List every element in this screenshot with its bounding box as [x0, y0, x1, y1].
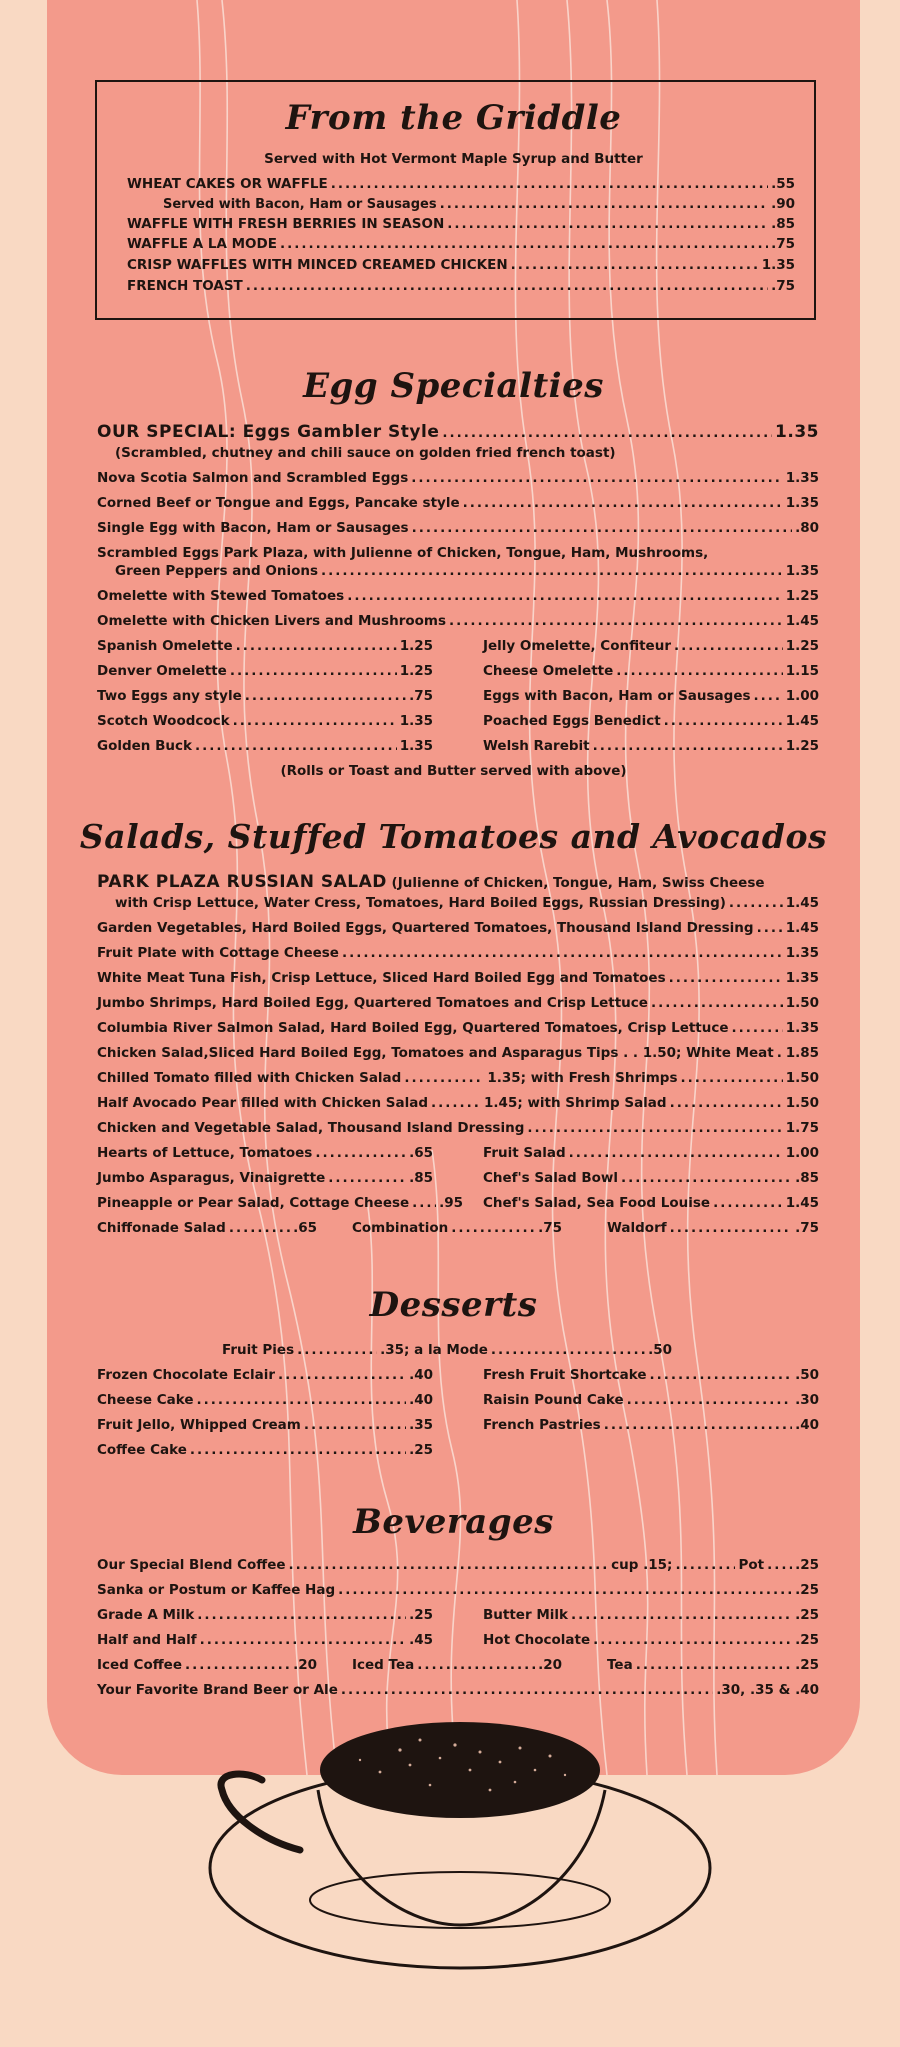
list-item: Our Special Blend Coffee ..... cup .15; ..... Pot ..... .25 — [97, 1557, 819, 1573]
desserts-title: Desserts — [369, 1285, 538, 1325]
list-item: Poached Eggs Benedict ..... 1.45 — [483, 713, 819, 729]
list-item: Fruit Plate with Cottage Cheese ..... 1.35 — [97, 945, 819, 961]
list-item: Butter Milk ..... .25 — [483, 1607, 819, 1623]
list-item: Cheese Omelette ..... 1.15 — [483, 663, 819, 679]
eggs-title: Egg Specialties — [303, 366, 604, 406]
eggs-footer-note: (Rolls or Toast and Butter served with above) — [280, 763, 627, 779]
list-item: Eggs with Bacon, Ham or Sausages ..... 1.00 — [483, 688, 819, 704]
list-item: Pineapple or Pear Salad, Cottage Cheese ..... .95 — [97, 1195, 463, 1211]
list-item: WHEAT CAKES OR WAFFLE ..... .55 — [127, 176, 795, 192]
russian-salad-line1: PARK PLAZA RUSSIAN SALAD (Julienne of Chicken, Tongue, Ham, Swiss Cheese — [97, 872, 765, 892]
list-item: Omelette with Stewed Tomatoes ..... 1.25 — [97, 588, 819, 604]
list-item: Tea ..... .25 — [607, 1657, 819, 1673]
list-item: Fruit Pies ..... .35; a la Mode ..... .50 — [222, 1342, 672, 1358]
special-description: (Scrambled, chutney and chili sauce on golden fried french toast) — [115, 445, 616, 461]
list-item: Green Peppers and Onions ..... 1.35 — [115, 563, 819, 579]
list-item: Fruit Salad ..... 1.00 — [483, 1145, 819, 1161]
list-item: Half and Half ..... .45 — [97, 1632, 433, 1648]
list-item: Sanka or Postum or Kaffee Hag ..... .25 — [97, 1582, 819, 1598]
list-item: Raisin Pound Cake ..... .30 — [483, 1392, 819, 1408]
list-item: Single Egg with Bacon, Ham or Sausages ..... .80 — [97, 520, 819, 536]
list-item: Chef's Salad, Sea Food Louise ..... 1.45 — [483, 1195, 819, 1211]
list-item: Waldorf ..... .75 — [607, 1220, 819, 1236]
list-item: Jumbo Asparagus, Vinaigrette ..... .85 — [97, 1170, 433, 1186]
griddle-title: From the Griddle — [285, 98, 622, 138]
list-item: Frozen Chocolate Eclair ..... .40 — [97, 1367, 433, 1383]
list-item: Omelette with Chicken Livers and Mushrooms ..... 1.45 — [97, 613, 819, 629]
list-item: Nova Scotia Salmon and Scrambled Eggs ..... 1.35 — [97, 470, 819, 486]
list-item: Combination ..... .75 — [352, 1220, 562, 1236]
list-item: Coffee Cake ..... .25 — [97, 1442, 433, 1458]
list-item: CRISP WAFFLES WITH MINCED CREAMED CHICKEN ..... 1.35 — [127, 257, 795, 273]
salads-title: Salads, Stuffed Tomatoes and Avocados — [79, 817, 828, 856]
list-item: Your Favorite Brand Beer or Ale ..... .30, .35 & .40 — [97, 1682, 819, 1698]
list-item: Garden Vegetables, Hard Boiled Eggs, Quartered Tomatoes, Thousand Island Dressing ..... 1.45 — [97, 920, 819, 936]
list-item: Half Avocado Pear filled with Chicken Salad ..... 1.45; with Shrimp Salad ..... 1.50 — [97, 1095, 819, 1111]
list-item: Scotch Woodcock ..... 1.35 — [97, 713, 433, 729]
list-item: Iced Tea ..... .20 — [352, 1657, 562, 1673]
list-item: White Meat Tuna Fish, Crisp Lettuce, Sliced Hard Boiled Egg and Tomatoes ..... 1.35 — [97, 970, 819, 986]
list-item: Iced Coffee ..... .20 — [97, 1657, 317, 1673]
list-item: Chilled Tomato filled with Chicken Salad ..... 1.35; with Fresh Shrimps ..... 1.50 — [97, 1070, 819, 1086]
list-item: Chiffonade Salad ..... .65 — [97, 1220, 317, 1236]
list-item: Fruit Jello, Whipped Cream ..... .35 — [97, 1417, 433, 1433]
list-item: Grade A Milk ..... .25 — [97, 1607, 433, 1623]
beverages-title: Beverages — [353, 1502, 554, 1542]
list-item: Corned Beef or Tongue and Eggs, Pancake style ..... 1.35 — [97, 495, 819, 511]
park-plaza-line1: Scrambled Eggs Park Plaza, with Julienne of Chicken, Tongue, Ham, Mushrooms, — [97, 545, 709, 561]
list-item: FRENCH TOAST ..... .75 — [127, 278, 795, 294]
list-item: Served with Bacon, Ham or Sausages ..... .90 — [163, 196, 795, 212]
list-item: Welsh Rarebit ..... 1.25 — [483, 738, 819, 754]
list-item: Spanish Omelette ..... 1.25 — [97, 638, 433, 654]
list-item: with Crisp Lettuce, Water Cress, Tomatoes, Hard Boiled Eggs, Russian Dressing) ..... 1.45 — [115, 895, 819, 911]
list-item: Jelly Omelette, Confiteur ..... 1.25 — [483, 638, 819, 654]
list-item: Denver Omelette ..... 1.25 — [97, 663, 433, 679]
list-item: Chef's Salad Bowl ..... .85 — [483, 1170, 819, 1186]
list-item: Chicken Salad,Sliced Hard Boiled Egg, Tomatoes and Asparagus Tips . . 1.50; White Meat ..... 1.85 — [97, 1045, 819, 1061]
list-item: Jumbo Shrimps, Hard Boiled Egg, Quartered Tomatoes and Crisp Lettuce ..... 1.50 — [97, 995, 819, 1011]
griddle-note: Served with Hot Vermont Maple Syrup and Butter — [264, 151, 643, 167]
list-item: WAFFLE A LA MODE ..... .75 — [127, 236, 795, 252]
list-item: Chicken and Vegetable Salad, Thousand Island Dressing ..... 1.75 — [97, 1120, 819, 1136]
list-item: Columbia River Salmon Salad, Hard Boiled Egg, Quartered Tomatoes, Crisp Lettuce ..... 1.35 — [97, 1020, 819, 1036]
list-item: Two Eggs any style ..... .75 — [97, 688, 433, 704]
list-item: Hearts of Lettuce, Tomatoes ..... .65 — [97, 1145, 433, 1161]
list-item: WAFFLE WITH FRESH BERRIES IN SEASON ..... .85 — [127, 216, 795, 232]
special-item: OUR SPECIAL: Eggs Gambler Style ..... 1.35 — [97, 422, 819, 442]
list-item: French Pastries ..... .40 — [483, 1417, 819, 1433]
list-item: Golden Buck ..... 1.35 — [97, 738, 433, 754]
list-item: Hot Chocolate ..... .25 — [483, 1632, 819, 1648]
list-item: Fresh Fruit Shortcake ..... .50 — [483, 1367, 819, 1383]
list-item: Cheese Cake ..... .40 — [97, 1392, 433, 1408]
